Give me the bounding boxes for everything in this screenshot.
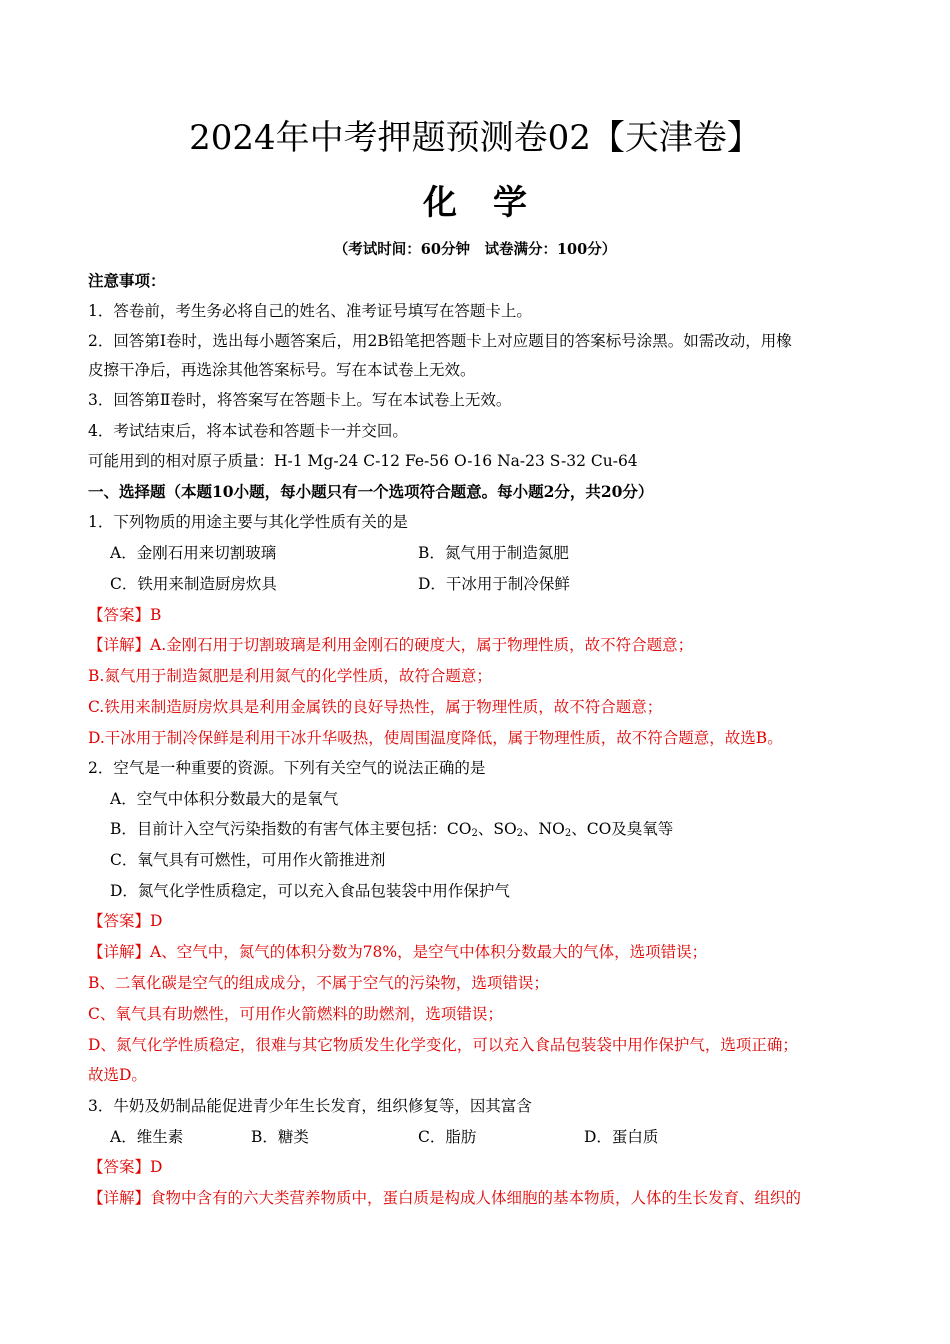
detail-line: 【详解】A、空气中，氮气的体积分数为78%，是空气中体积分数最大的气体，选项错误； — [88, 943, 708, 961]
detail-line: 故选D。 — [88, 1066, 147, 1084]
detail-line: 【详解】A.金刚石用于切割玻璃是利用金刚石的硬度大，属于物理性质，故不符合题意； — [88, 636, 694, 654]
notice-item: 1．答卷前，考生务必将自己的姓名、准考证号填写在答题卡上。 — [88, 302, 532, 320]
option-d: D．氮气化学性质稳定，可以充入食品包装袋中用作保护气 — [110, 882, 510, 900]
option-c: C．氧气具有可燃性，可用作火箭推进剂 — [110, 851, 386, 869]
option-d: D．干冰用于制冷保鲜 — [418, 575, 570, 593]
option-a: A．金刚石用来切割玻璃 — [110, 544, 277, 562]
option-b: B．氮气用于制造氮肥 — [418, 544, 569, 562]
option-b: B．目前计入空气污染指数的有害气体主要包括：$CO_2$、$SO_2$、$NO_2$、CO及臭氧等 — [110, 820, 674, 839]
option-c: C．铁用来制造厨房炊具 — [110, 575, 277, 593]
notice-item: 2．回答第Ⅰ卷时，选出每小题答案后，用2B铅笔把答题卡上对应题目的答案标号涂黑。如需改动，用橡 — [88, 332, 792, 350]
notice-item: 4．考试结束后，将本试卷和答题卡一并交回。 — [88, 422, 408, 440]
option-a: A．空气中体积分数最大的是氧气 — [110, 790, 339, 808]
detail-line: D、氮气化学性质稳定，很难与其它物质发生化学变化，可以充入食品包装袋中用作保护气，选项正确； — [88, 1036, 798, 1054]
detail-line: B、二氧化碳是空气的组成成分，不属于空气的污染物，选项错误； — [88, 974, 549, 992]
notice-item: 3．回答第Ⅱ卷时，将答案写在答题卡上。写在本试卷上无效。 — [88, 391, 512, 409]
question-stem: 1．下列物质的用途主要与其化学性质有关的是 — [88, 513, 408, 531]
option-d: D．蛋白质 — [584, 1128, 659, 1146]
notice-heading: 注意事项： — [88, 271, 166, 290]
option-c: C．脂肪 — [418, 1128, 477, 1146]
notice-item: 皮擦干净后，再选涂其他答案标号。写在本试卷上无效。 — [88, 361, 476, 379]
atomic-mass-line: 可能用到的相对原子质量：H-1 Mg-24 C-12 Fe-56 O-16 Na-23 S-32 Cu-64 — [88, 452, 638, 470]
option-b: B．糖类 — [251, 1128, 309, 1146]
option-a: A．维生素 — [110, 1128, 184, 1146]
detail-line: 【详解】食物中含有的六大类营养物质中，蛋白质是构成人体细胞的基本物质，人体的生长发育、组织的 — [88, 1189, 802, 1207]
detail-line: C、氧气具有助燃性，可用作火箭燃料的助燃剂，选项错误； — [88, 1005, 503, 1023]
question-stem: 2．空气是一种重要的资源。下列有关空气的说法正确的是 — [88, 759, 486, 777]
detail-line: D.干冰用于制冷保鲜是利用干冰升华吸热，使周围温度降低，属于物理性质，故不符合题意，故选B。 — [88, 729, 783, 747]
section-heading: 一、选择题（本题10小题，每小题只有一个选项符合题意。每小题2分，共20分） — [88, 482, 654, 501]
answer-line: 【答案】B — [88, 606, 162, 624]
detail-line: B.氮气用于制造氮肥是利用氮气的化学性质，故符合题意； — [88, 667, 492, 685]
answer-line: 【答案】D — [88, 1158, 163, 1176]
subject-title: 化学 — [423, 183, 563, 223]
answer-line: 【答案】D — [88, 912, 163, 930]
detail-line: C.铁用来制造厨房炊具是利用金属铁的良好导热性，属于物理性质，故不符合题意； — [88, 698, 663, 716]
page-title: 2024年中考押题预测卷02【天津卷】 — [189, 118, 761, 158]
exam-info: （考试时间：60分钟 试卷满分：100分） — [333, 241, 617, 258]
question-stem: 3．牛奶及奶制品能促进青少年生长发育，组织修复等，因其富含 — [88, 1097, 532, 1115]
